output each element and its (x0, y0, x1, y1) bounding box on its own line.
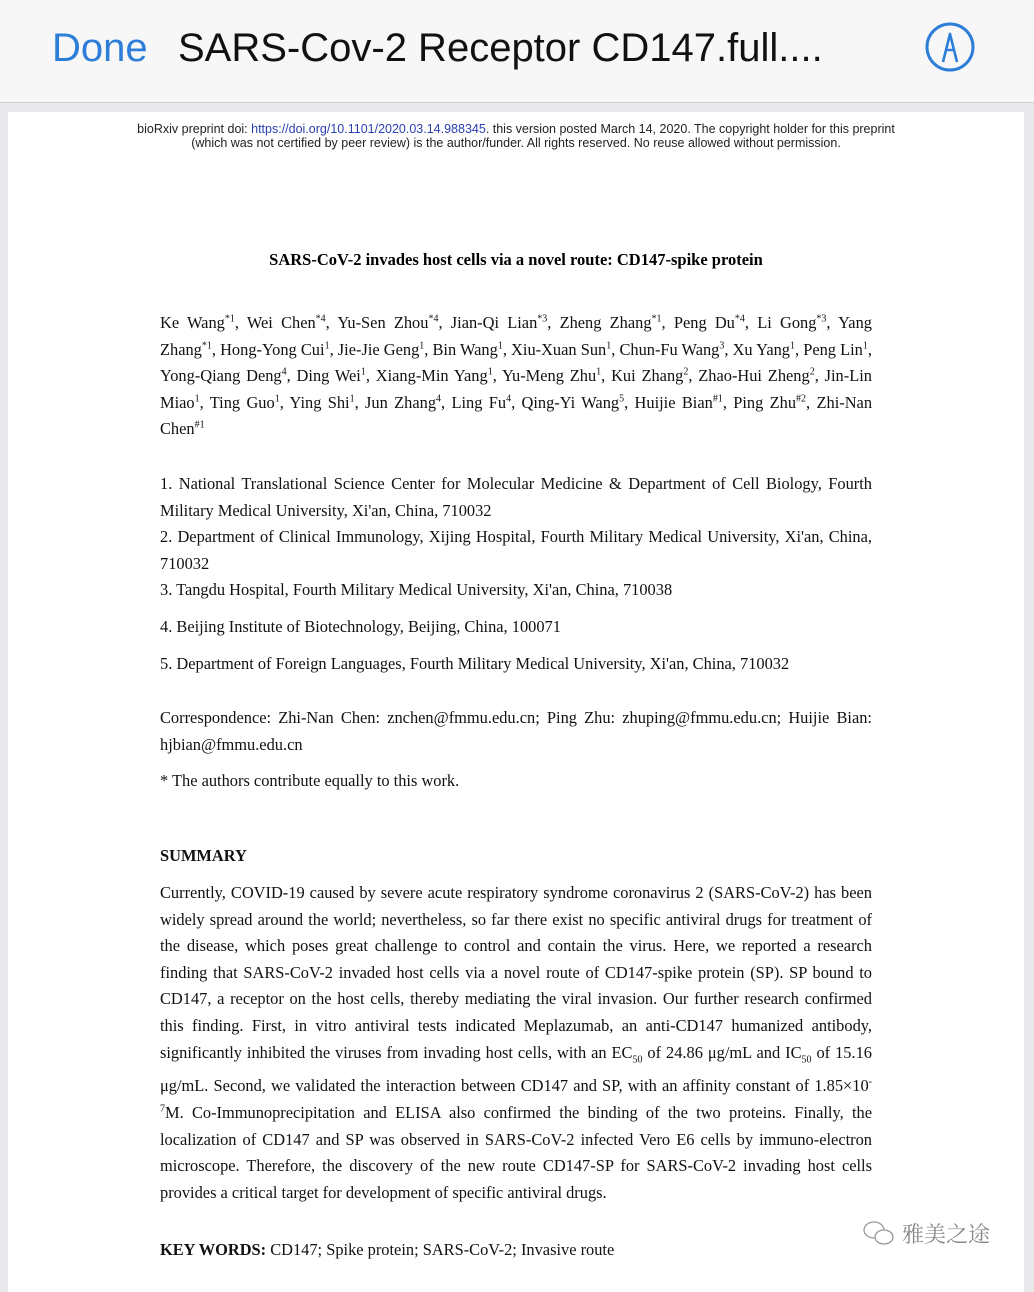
author: Kui Zhang (611, 366, 684, 386)
toolbar (0, 0, 1034, 103)
author: Jie-Jie Geng (337, 339, 420, 359)
author: Yu-Meng Zhu (502, 366, 597, 386)
author-affiliation-mark: #1 (712, 393, 723, 405)
author: Chun-Fu Wang (619, 339, 720, 359)
author-affiliation-mark: *1 (224, 313, 235, 325)
author-affiliation-mark: 1 (324, 340, 330, 352)
author-affiliation-mark: *3 (816, 313, 827, 325)
subscript: 50 (801, 1053, 812, 1065)
author-affiliation-mark: 1 (790, 340, 795, 352)
wechat-icon (862, 1220, 896, 1248)
author: Zhao-Hui Zheng (698, 366, 810, 386)
author: Zhi-Nan Chen (160, 392, 873, 439)
author-affiliation-mark: 5 (619, 393, 625, 405)
keywords-label: KEY WORDS: (160, 1240, 267, 1259)
equal-contribution-note: * The authors contribute equally to this work. (160, 771, 460, 790)
author: Yu-Sen Zhou (337, 313, 429, 332)
preprint-header (8, 122, 1024, 150)
author: Jun Zhang (365, 392, 437, 412)
author-affiliation-mark: *4 (734, 313, 745, 325)
author: Ke Wang (160, 313, 225, 332)
affiliation-3: 3. Tangdu Hospital, Fourth Military Medical University, Xi'an, China, 710038 (160, 580, 673, 600)
author-affiliation-mark: 4 (436, 393, 442, 405)
superscript: -7 (160, 1076, 872, 1115)
author-affiliation-mark: *4 (315, 313, 326, 325)
markup-pen-icon[interactable] (925, 22, 975, 72)
affiliation-1: 1. National Translational Science Center for Molecular Medicine & Department of Cell Biology, Fourth Military Medical University, Xi'an, China, 710032 (160, 474, 872, 520)
summary-part: Currently, COVID-19 caused by severe acute respiratory syndrome coronavirus 2 (SARS-CoV-2) has been widely spread around the world; nevertheless, so far there exist no specific antiviral drugs for treatment of the disease, which poses great challenge to control and contain the virus. Here, we reported a research finding that SARS-CoV-2 invaded host cells via a novel route of CD147-spike protein (SP). SP bound to CD147, a receptor on the host cells, thereby mediating the viral invasion. Our further research confirmed this finding. First, in vitro antiviral tests indicated Meplazumab, an anti-CD147 humanized antibody, significantly inhibited the viruses from invading host cells, with an EC (160, 883, 872, 1062)
author-affiliation-mark: 1 (274, 393, 280, 405)
author-affiliation-mark: 1 (419, 340, 425, 352)
author: Peng Du (673, 313, 735, 332)
author-affiliation-mark: #2 (796, 393, 807, 405)
author: Peng Lin (803, 339, 863, 359)
author: Wei Chen (246, 313, 316, 332)
pdf-page (8, 112, 1024, 1292)
affiliations (160, 471, 872, 677)
author-affiliation-mark: 1 (194, 393, 200, 405)
author-affiliation-mark: *4 (428, 313, 439, 325)
doi-link[interactable]: https://doi.org/10.1101/2020.03.14.988345 (251, 122, 486, 136)
author-affiliation-mark: *1 (201, 340, 212, 352)
author-affiliation-mark: 1 (862, 340, 868, 352)
author: Li Gong (757, 313, 817, 332)
author-affiliation-mark: 2 (809, 366, 815, 378)
author: Yong-Qiang Deng (160, 366, 282, 386)
author-affiliation-mark: 1 (360, 366, 366, 378)
author: Xiang-Min Yang (375, 366, 488, 386)
affiliation-4: 4. Beijing Institute of Biotechnology, Beijing, China, 100071 (160, 616, 561, 636)
author-affiliation-mark: 2 (683, 366, 689, 378)
author-affiliation-mark: 4 (281, 366, 287, 378)
summary-part: of 15.16 μg/mL. Second, we validated the interaction between CD147 and SP, with an affinity constant of 1.85×10 (160, 1042, 872, 1096)
author: Ying Shi (289, 392, 350, 412)
keywords (160, 1237, 872, 1264)
header-prefix: bioRxiv preprint doi: (137, 122, 252, 136)
author-affiliation-mark: 1 (596, 366, 602, 378)
subscript: 50 (632, 1053, 643, 1065)
header-line2: (which was not certified by peer review) is the author/funder. All rights reserved. No reuse allowed without permission. (191, 136, 841, 150)
header-suffix: . this version posted March 14, 2020. The copyright holder for this preprint (485, 122, 895, 136)
affiliation-2: 2. Department of Clinical Immunology, Xijing Hospital, Fourth Military Medical University, Xi'an, China, 710032 (160, 527, 872, 573)
author: Zheng Zhang (559, 313, 652, 332)
done-button[interactable]: Done (52, 26, 148, 70)
author: Ping Zhu (733, 392, 797, 412)
document-title: SARS-Cov-2 Receptor CD147.full.... (178, 26, 823, 70)
summary-part: M. Co-Immunoprecipitation and ELISA also confirmed the binding of the two proteins. Finally, the localization of CD147 and SP was observed in SARS-CoV-2 infected Vero E6 cells by immuno-electron microscope. Therefore, the discovery of the new route CD147-SP for SARS-CoV-2 invading host cells provides a critical target for development of specific antiviral drugs. (160, 1103, 872, 1202)
summary-heading: SUMMARY (160, 846, 247, 865)
summary-text (160, 880, 872, 1206)
author: Jian-Qi Lian (450, 313, 538, 332)
author: Bin Wang (432, 339, 498, 359)
author-affiliation-mark: *3 (537, 313, 548, 325)
author: Ling Fu (451, 392, 507, 412)
affiliation-5: 5. Department of Foreign Languages, Fourth Military Medical University, Xi'an, China, 710032 (160, 653, 790, 673)
author: Yang Zhang (160, 313, 872, 359)
author-affiliation-mark: 4 (506, 393, 512, 405)
author-affiliation-mark: 1 (606, 340, 612, 352)
author-affiliation-mark: 1 (487, 366, 493, 378)
author-list: Ke Wang$^{*1}$, Wei Chen$^{*4}$, Yu-Sen Zhou$^{*4}$, Jian-Qi Lian$^{*3}$, Zheng Zhang$^{*1}$, Peng Du$^{*4}$, Li Gong$^{*3}$, Yang Zhang$^{*1}$, Hong-Yong Cui$^1$, Jie-Jie Geng$^1$, Bin Wang$^1$, Xiu-Xuan Sun$^1$, Chun-Fu Wang$^3$, Xu Yang$^1$, Peng Lin$^1$, Yong-Qiang Deng$^4$, Ding Wei$^1$, Xiang-Min Yang$^1$, Yu-Meng Zhu$^1$, Kui Zhang$^2$, Zhao-Hui Zheng$^2$, Jin-Lin Miao$^1$, Ting Guo$^1$, Ying Shi$^1$, Jun Zhang$^4$, Ling Fu$^4$, Qing-Yi Wang$^5$, Huijie Bian$^{\#1}$, Ping Zhu$^{\#2}$, Zhi-Nan Chen$^{\#1}$ (160, 313, 873, 439)
author-affiliation-mark: #1 (194, 419, 205, 431)
author-affiliation-mark: 1 (349, 393, 355, 405)
correspondence: Correspondence: Zhi-Nan Chen: znchen@fmmu.edu.cn; Ping Zhu: zhuping@fmmu.edu.cn; Huijie Bian: hjbian@fmmu.edu.cn (160, 708, 872, 754)
author: Xu Yang (732, 339, 790, 359)
watermark-text: 雅美之途 (902, 1223, 991, 1248)
author: Hong-Yong Cui (220, 339, 325, 359)
author-affiliation-mark: 1 (497, 340, 503, 352)
paper-title: SARS-CoV-2 invades host cells via a novel route: CD147-spike protein (269, 250, 763, 269)
watermark (862, 1218, 990, 1249)
summary-part: of 24.86 μg/mL and IC (642, 1042, 802, 1062)
author: Ting Guo (209, 392, 275, 412)
author: Ding Wei (296, 366, 361, 386)
author: Qing-Yi Wang (521, 392, 620, 412)
author: Jin-Lin Miao (160, 366, 872, 412)
author-affiliation-mark: 3 (719, 340, 725, 352)
author: Xiu-Xuan Sun (511, 339, 607, 359)
author-affiliation-mark: *1 (651, 313, 662, 325)
keywords-value: CD147; Spike protein; SARS-CoV-2; Invasive route (266, 1240, 615, 1259)
author: Huijie Bian (634, 392, 713, 412)
